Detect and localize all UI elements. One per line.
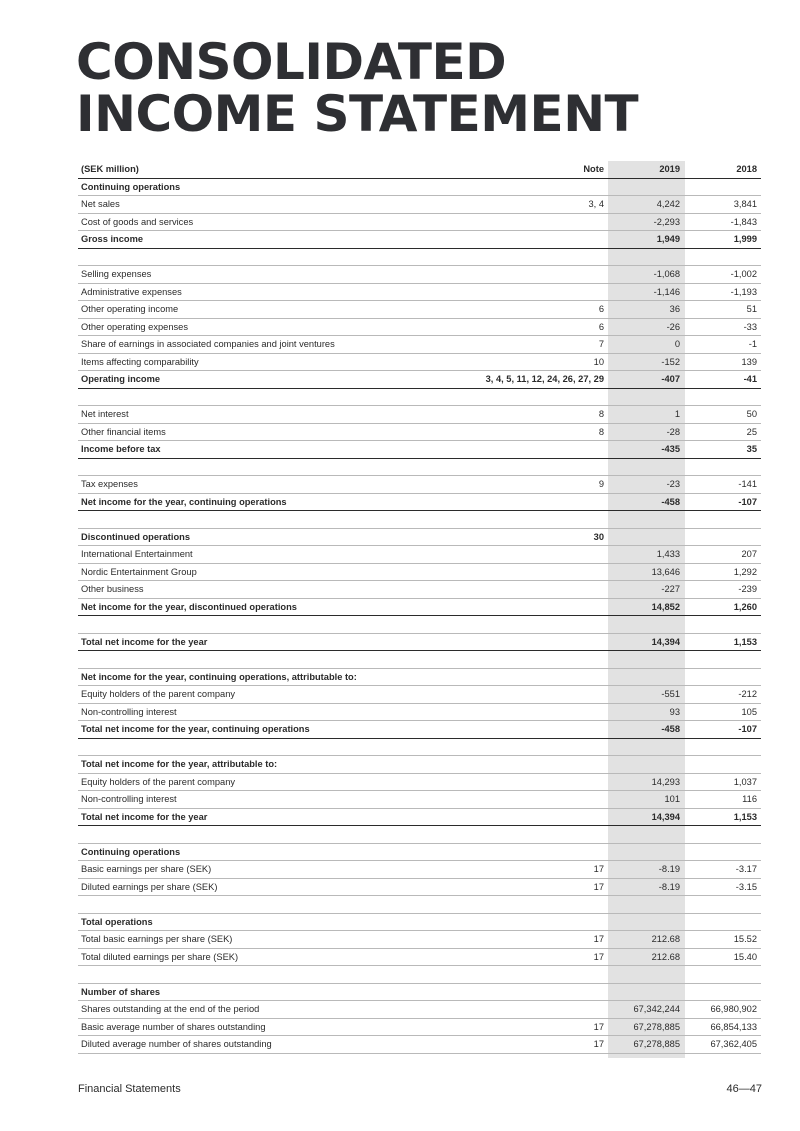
- row-value-2018: [685, 616, 761, 634]
- row-note: [476, 686, 608, 704]
- section-header-row: [78, 528, 761, 546]
- table-row: [78, 773, 761, 791]
- row-value-2018: 1,260: [685, 598, 761, 616]
- row-label: Operating income: [78, 371, 476, 389]
- row-label: Total net income for the year, attributable to:: [78, 756, 476, 774]
- row-label: Nordic Entertainment Group: [78, 563, 476, 581]
- row-value-2019: [608, 896, 685, 914]
- row-value-2019: -152: [608, 353, 685, 371]
- row-value-2019: [608, 913, 685, 931]
- row-note: [476, 248, 608, 266]
- row-value-2019: [608, 843, 685, 861]
- table-row: [78, 1036, 761, 1054]
- row-value-2019: -28: [608, 423, 685, 441]
- row-label: Other financial items: [78, 423, 476, 441]
- row-note: [476, 441, 608, 459]
- row-note: [476, 266, 608, 284]
- row-label: [78, 388, 476, 406]
- row-note: [476, 721, 608, 739]
- row-note: [476, 598, 608, 616]
- table-row: [78, 476, 761, 494]
- row-label: Total net income for the year: [78, 633, 476, 651]
- row-value-2018: 50: [685, 406, 761, 424]
- row-label: Non-controlling interest: [78, 703, 476, 721]
- row-value-2018: [685, 511, 761, 529]
- row-value-2019: -435: [608, 441, 685, 459]
- row-note: [476, 756, 608, 774]
- header-label: (SEK million): [78, 161, 476, 178]
- header-note: Note: [476, 161, 608, 178]
- row-label: Net sales: [78, 196, 476, 214]
- row-note: 17: [476, 1018, 608, 1036]
- row-label: Net income for the year, continuing operations: [78, 493, 476, 511]
- row-value-2019: 1,433: [608, 546, 685, 564]
- section-header-row: [78, 668, 761, 686]
- section-header-row: [78, 983, 761, 1001]
- total-row: [78, 633, 761, 651]
- row-value-2018: [685, 843, 761, 861]
- row-note: [476, 178, 608, 196]
- row-value-2018: 51: [685, 301, 761, 319]
- table-row: [78, 686, 761, 704]
- row-value-2018: 67,362,405: [685, 1036, 761, 1054]
- spacer-row: [78, 388, 761, 406]
- row-label: Diluted earnings per share (SEK): [78, 878, 476, 896]
- row-note: [476, 651, 608, 669]
- row-value-2018: -3.17: [685, 861, 761, 879]
- table-row: [78, 353, 761, 371]
- row-label: Shares outstanding at the end of the period: [78, 1001, 476, 1019]
- row-value-2019: [608, 616, 685, 634]
- table-row: [78, 423, 761, 441]
- row-value-2019: [608, 738, 685, 756]
- row-note: [476, 213, 608, 231]
- row-value-2018: 66,980,902: [685, 1001, 761, 1019]
- row-value-2018: 15.40: [685, 948, 761, 966]
- total-row: [78, 808, 761, 826]
- header-2019: 2019: [608, 161, 685, 178]
- section-header-row: [78, 178, 761, 196]
- row-value-2018: 66,854,133: [685, 1018, 761, 1036]
- footer-section-label: Financial Statements: [78, 1083, 181, 1095]
- row-label: Non-controlling interest: [78, 791, 476, 809]
- row-value-2018: 25: [685, 423, 761, 441]
- row-value-2019: -26: [608, 318, 685, 336]
- row-note: [476, 703, 608, 721]
- row-note: 17: [476, 948, 608, 966]
- row-value-2019: 14,293: [608, 773, 685, 791]
- row-label: Diluted average number of shares outstanding: [78, 1036, 476, 1054]
- row-note: [476, 283, 608, 301]
- row-label: Gross income: [78, 231, 476, 249]
- row-value-2018: 35: [685, 441, 761, 459]
- row-value-2018: [685, 966, 761, 984]
- row-note: [476, 983, 608, 1001]
- total-row: [78, 371, 761, 389]
- row-note: 10: [476, 353, 608, 371]
- row-label: [78, 651, 476, 669]
- row-value-2018: 3,841: [685, 196, 761, 214]
- spacer-row: [78, 826, 761, 844]
- row-label: Administrative expenses: [78, 283, 476, 301]
- row-note: [476, 791, 608, 809]
- table-row: [78, 878, 761, 896]
- spacer-row: [78, 966, 761, 984]
- row-note: 17: [476, 861, 608, 879]
- row-label: Total net income for the year, continuing operations: [78, 721, 476, 739]
- row-value-2019: 14,852: [608, 598, 685, 616]
- spacer-row: [78, 511, 761, 529]
- row-note: 3, 4, 5, 11, 12, 24, 26, 27, 29: [476, 371, 608, 389]
- row-value-2018: -1,002: [685, 266, 761, 284]
- table-row: [78, 1018, 761, 1036]
- row-value-2018: -107: [685, 493, 761, 511]
- row-value-2018: 139: [685, 353, 761, 371]
- row-note: [476, 581, 608, 599]
- row-label: Total net income for the year: [78, 808, 476, 826]
- row-value-2018: -141: [685, 476, 761, 494]
- row-value-2019: [608, 388, 685, 406]
- row-label: [78, 511, 476, 529]
- row-note: 9: [476, 476, 608, 494]
- row-note: 8: [476, 406, 608, 424]
- row-value-2018: [685, 826, 761, 844]
- row-label: Total basic earnings per share (SEK): [78, 931, 476, 949]
- row-value-2019: -1,068: [608, 266, 685, 284]
- row-label: [78, 616, 476, 634]
- row-value-2019: [608, 528, 685, 546]
- table-row: [78, 703, 761, 721]
- row-label: Net income for the year, continuing operations, attributable to:: [78, 668, 476, 686]
- table-row: [78, 318, 761, 336]
- section-header-row: [78, 913, 761, 931]
- row-value-2018: [685, 756, 761, 774]
- row-note: [476, 966, 608, 984]
- spacer-row: [78, 738, 761, 756]
- row-value-2018: 105: [685, 703, 761, 721]
- row-value-2018: 1,153: [685, 633, 761, 651]
- row-value-2018: -1: [685, 336, 761, 354]
- row-value-2019: 67,342,244: [608, 1001, 685, 1019]
- row-label: Share of earnings in associated companies and joint ventures: [78, 336, 476, 354]
- table-row: [78, 1001, 761, 1019]
- row-value-2018: [685, 896, 761, 914]
- row-value-2018: -1,193: [685, 283, 761, 301]
- row-value-2018: [685, 528, 761, 546]
- row-value-2018: 116: [685, 791, 761, 809]
- row-value-2019: [608, 826, 685, 844]
- row-label: [78, 738, 476, 756]
- row-value-2018: -107: [685, 721, 761, 739]
- row-note: 7: [476, 336, 608, 354]
- header-2018: 2018: [685, 161, 761, 178]
- row-value-2019: -8.19: [608, 861, 685, 879]
- row-note: 3, 4: [476, 196, 608, 214]
- row-value-2019: 14,394: [608, 633, 685, 651]
- row-note: 8: [476, 423, 608, 441]
- row-value-2019: 14,394: [608, 808, 685, 826]
- row-value-2019: -1,146: [608, 283, 685, 301]
- row-note: [476, 738, 608, 756]
- row-label: Cost of goods and services: [78, 213, 476, 231]
- row-label: Basic earnings per share (SEK): [78, 861, 476, 879]
- row-label: [78, 966, 476, 984]
- row-label: Total diluted earnings per share (SEK): [78, 948, 476, 966]
- table-row: [78, 546, 761, 564]
- row-label: Selling expenses: [78, 266, 476, 284]
- row-label: Other business: [78, 581, 476, 599]
- row-note: [476, 458, 608, 476]
- table-row: [78, 931, 761, 949]
- row-value-2019: 4,242: [608, 196, 685, 214]
- row-value-2018: 1,153: [685, 808, 761, 826]
- row-value-2019: 36: [608, 301, 685, 319]
- row-value-2019: [608, 966, 685, 984]
- row-value-2019: -23: [608, 476, 685, 494]
- table-row: [78, 406, 761, 424]
- row-note: [476, 826, 608, 844]
- row-label: International Entertainment: [78, 546, 476, 564]
- row-value-2018: [685, 668, 761, 686]
- row-value-2019: [608, 983, 685, 1001]
- row-value-2019: 13,646: [608, 563, 685, 581]
- spacer-row: [78, 616, 761, 634]
- total-row: [78, 493, 761, 511]
- row-label: Total operations: [78, 913, 476, 931]
- row-value-2018: [685, 983, 761, 1001]
- table-row: [78, 266, 761, 284]
- row-value-2018: -239: [685, 581, 761, 599]
- row-label: Equity holders of the parent company: [78, 773, 476, 791]
- row-note: [476, 773, 608, 791]
- row-value-2019: 93: [608, 703, 685, 721]
- row-note: 17: [476, 878, 608, 896]
- row-value-2019: [608, 511, 685, 529]
- row-value-2018: 1,292: [685, 563, 761, 581]
- row-label: Other operating expenses: [78, 318, 476, 336]
- row-value-2019: -407: [608, 371, 685, 389]
- row-label: [78, 896, 476, 914]
- row-value-2018: 1,037: [685, 773, 761, 791]
- row-note: [476, 388, 608, 406]
- row-note: [476, 896, 608, 914]
- row-value-2019: 1: [608, 406, 685, 424]
- table-row: [78, 861, 761, 879]
- row-label: Net interest: [78, 406, 476, 424]
- table-row: [78, 301, 761, 319]
- title-line-2: INCOME STATEMENT: [76, 85, 639, 143]
- row-label: Tax expenses: [78, 476, 476, 494]
- title-line-1: CONSOLIDATED: [76, 33, 507, 91]
- row-label: Continuing operations: [78, 178, 476, 196]
- section-header-row: [78, 756, 761, 774]
- row-label: [78, 826, 476, 844]
- row-label: Basic average number of shares outstanding: [78, 1018, 476, 1036]
- row-note: [476, 633, 608, 651]
- total-row: [78, 721, 761, 739]
- row-note: [476, 913, 608, 931]
- spacer-row: [78, 651, 761, 669]
- row-note: [476, 493, 608, 511]
- row-note: [476, 231, 608, 249]
- footer-page-numbers: 46—47: [726, 1083, 762, 1095]
- row-value-2018: [685, 913, 761, 931]
- row-value-2019: [608, 178, 685, 196]
- row-label: Number of shares: [78, 983, 476, 1001]
- row-value-2019: 212.68: [608, 948, 685, 966]
- row-note: 17: [476, 931, 608, 949]
- row-value-2019: [608, 458, 685, 476]
- row-value-2018: [685, 388, 761, 406]
- row-note: [476, 616, 608, 634]
- table-row: [78, 336, 761, 354]
- row-value-2019: -8.19: [608, 878, 685, 896]
- row-label: Equity holders of the parent company: [78, 686, 476, 704]
- row-value-2019: -551: [608, 686, 685, 704]
- row-value-2018: -212: [685, 686, 761, 704]
- row-label: Discontinued operations: [78, 528, 476, 546]
- row-note: 6: [476, 301, 608, 319]
- spacer-row: [78, 896, 761, 914]
- row-value-2018: [685, 651, 761, 669]
- row-value-2018: 1,999: [685, 231, 761, 249]
- table-header-row: [78, 161, 761, 178]
- row-value-2019: [608, 756, 685, 774]
- row-note: 30: [476, 528, 608, 546]
- section-header-row: [78, 843, 761, 861]
- table-row: [78, 196, 761, 214]
- row-note: [476, 563, 608, 581]
- row-value-2019: 67,278,885: [608, 1018, 685, 1036]
- row-value-2018: [685, 738, 761, 756]
- row-label: [78, 248, 476, 266]
- row-value-2018: -1,843: [685, 213, 761, 231]
- row-value-2018: [685, 178, 761, 196]
- table-row: [78, 791, 761, 809]
- table-body: [78, 178, 761, 1053]
- row-value-2018: 207: [685, 546, 761, 564]
- row-value-2019: 0: [608, 336, 685, 354]
- row-value-2019: -2,293: [608, 213, 685, 231]
- row-label: Net income for the year, discontinued operations: [78, 598, 476, 616]
- row-label: Continuing operations: [78, 843, 476, 861]
- row-note: [476, 546, 608, 564]
- table-row: [78, 213, 761, 231]
- row-value-2019: -458: [608, 493, 685, 511]
- row-value-2018: -3.15: [685, 878, 761, 896]
- row-value-2019: -458: [608, 721, 685, 739]
- row-value-2018: [685, 248, 761, 266]
- spacer-row: [78, 248, 761, 266]
- total-row: [78, 441, 761, 459]
- row-value-2018: 15.52: [685, 931, 761, 949]
- row-value-2019: 67,278,885: [608, 1036, 685, 1054]
- table-row: [78, 563, 761, 581]
- row-value-2019: [608, 668, 685, 686]
- row-value-2019: [608, 651, 685, 669]
- total-row: [78, 598, 761, 616]
- table-row: [78, 283, 761, 301]
- row-note: [476, 843, 608, 861]
- row-value-2018: -41: [685, 371, 761, 389]
- row-label: Income before tax: [78, 441, 476, 459]
- row-value-2019: 1,949: [608, 231, 685, 249]
- row-label: Other operating income: [78, 301, 476, 319]
- income-statement-table: [78, 161, 761, 1054]
- row-value-2019: -227: [608, 581, 685, 599]
- table-row: [78, 581, 761, 599]
- row-note: [476, 808, 608, 826]
- row-note: [476, 1001, 608, 1019]
- row-value-2018: [685, 458, 761, 476]
- row-label: [78, 458, 476, 476]
- row-note: 17: [476, 1036, 608, 1054]
- table-row: [78, 948, 761, 966]
- row-label: Items affecting comparability: [78, 353, 476, 371]
- row-note: [476, 668, 608, 686]
- spacer-row: [78, 458, 761, 476]
- page-title: [76, 33, 639, 143]
- row-note: [476, 511, 608, 529]
- row-value-2019: 101: [608, 791, 685, 809]
- row-value-2019: [608, 248, 685, 266]
- row-value-2018: -33: [685, 318, 761, 336]
- row-note: 6: [476, 318, 608, 336]
- total-row: [78, 231, 761, 249]
- row-value-2019: 212.68: [608, 931, 685, 949]
